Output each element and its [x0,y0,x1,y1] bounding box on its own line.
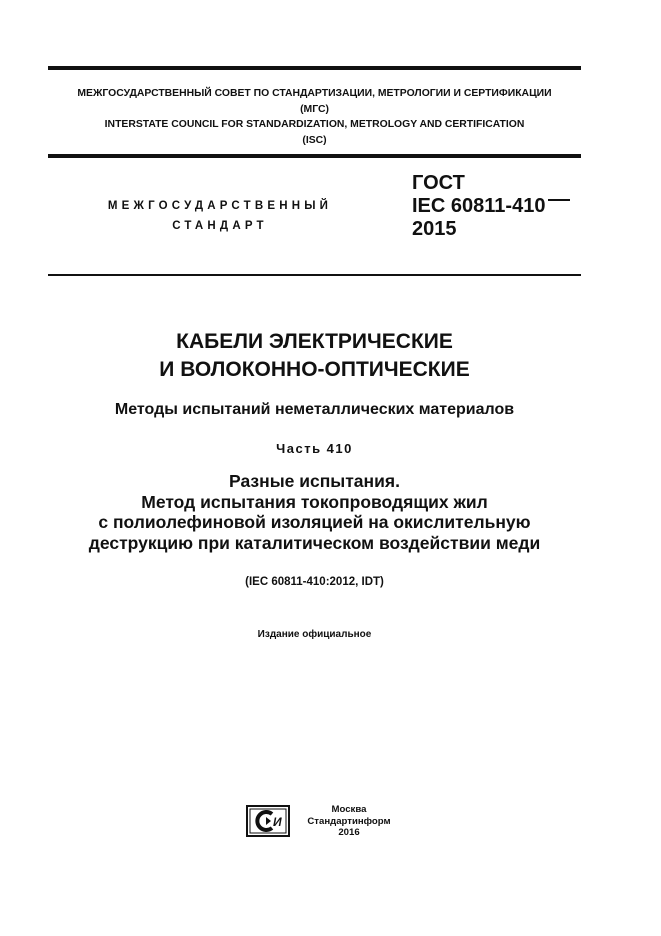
designation-prefix: ГОСТ [412,172,465,194]
document-subtitle: Методы испытаний неметаллических материалов [114,401,515,418]
part-title-line1: Разные испытания. [229,471,400,491]
designation-year: 2015 [412,218,457,240]
publisher-year: 2016 [338,827,360,838]
council-header [48,86,581,148]
part-title-line4: деструкцию при каталитическом воздействии меди [88,532,541,553]
designation-number [412,195,570,218]
svg-text:И: И [273,815,282,829]
standard-designation [412,172,570,241]
publisher-info [306,804,392,839]
part-title-line2: Метод испытания токопроводящих жил [141,491,488,512]
publisher-name: Стандартинформ [307,815,391,827]
edition-label: Издание официальное [257,629,372,640]
part-title-line3: с полиолефиновой изоляцией на окислительную [98,512,531,532]
header-divider [48,154,581,158]
council-abbr-en: (ISC) [302,134,327,146]
part-title [48,471,581,553]
standard-type-line2: СТАНДАРТ [172,220,268,232]
title-line2: И ВОЛОКОННО-ОПТИЧЕСКИЕ [159,358,470,381]
part-label: Часть 410 [276,441,353,456]
council-abbr-ru: (МГС) [300,103,329,115]
standartinform-logo-icon [246,805,290,837]
standard-type-line1: МЕЖГОСУДАРСТВЕННЫЙ [107,200,333,212]
publisher-city: Москва [331,804,367,815]
iec-reference: (IEC 60811-410:2012, IDT) [245,576,384,588]
council-name-en: INTERSTATE COUNCIL FOR STANDARDIZATION, METROLOGY AND CERTIFICATION [104,119,525,130]
designation-divider [48,274,581,276]
council-name-ru: МЕЖГОСУДАРСТВЕННЫЙ СОВЕТ ПО СТАНДАРТИЗАЦИИ, МЕТРОЛОГИИ И СЕРТИФИКАЦИИ [77,88,552,99]
document-title [48,328,581,384]
standard-type [70,196,370,236]
designation-number-text: IEC 60811-410 [412,195,546,217]
title-line1: КАБЕЛИ ЭЛЕКТРИЧЕСКИЕ [176,330,453,353]
top-rule [48,66,581,70]
